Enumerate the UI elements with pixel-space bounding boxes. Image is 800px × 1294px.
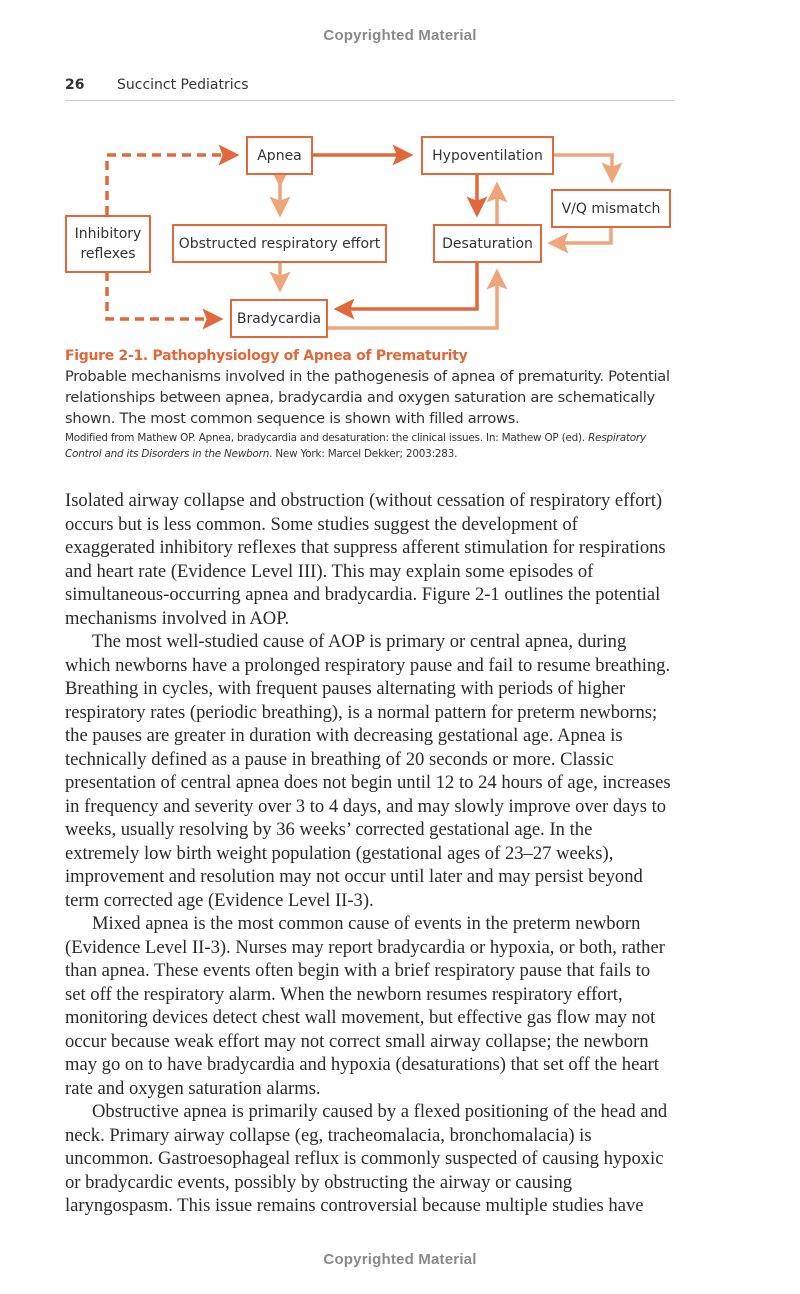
node-vq-mismatch: V/Q mismatch	[551, 189, 671, 228]
page-number: 26	[65, 77, 85, 93]
book-title: Succinct Pediatrics	[117, 77, 249, 93]
node-bradycardia: Bradycardia	[230, 299, 328, 338]
node-desaturation: Desaturation	[433, 224, 542, 263]
source-prefix: Modified from Mathew OP. Apnea, bradycardia and desaturation: the clinical issues. In: Mathew OP (ed).	[65, 432, 589, 444]
body-text	[65, 489, 671, 1218]
paragraph-1: Isolated airway collapse and obstruction (without cessation of respiratory effort) occurs but is less common. Some studies suggest the development of exaggerated inhibitory reflexes that suppress afferent stimulation for respirations and heart rate (Evidence Level III). This may explain some episodes of simultaneous-occurring apnea and bradycardia. Figure 2-1 outlines the potential mechanisms involved in AOP.	[65, 490, 666, 629]
figure-caption	[65, 346, 685, 462]
source-book-title: Respiratory Control and its Disorders in the Newborn	[65, 432, 646, 460]
source-suffix: . New York: Marcel Dekker; 2003:283.	[269, 448, 458, 460]
node-apnea: Apnea	[246, 136, 313, 175]
pathophysiology-diagram	[0, 120, 800, 345]
copyright-watermark-bottom: Copyrighted Material	[323, 1251, 477, 1268]
paragraph-4: Obstructive apnea is primarily caused by a flexed positioning of the head and neck. Primary airway collapse (eg, tracheomalacia, bronchomalacia) is uncommon. Gastroesophageal reflux is commonly suspected of causing hypoxic or bradycardic events, possibly by obstructing the airway or causing laryngospasm. This issue remains controversial because multiple studies have	[65, 1101, 668, 1216]
node-inhibitory-line1: Inhibitory	[74, 226, 142, 242]
paragraph-2: The most well-studied cause of AOP is primary or central apnea, during which newborns have a prolonged respiratory pause and fail to resume breathing. Breathing in cycles, with frequent pauses alternating with periods of higher respiratory rates (periodic breathing), is a normal pattern for preterm newborns; the pauses are greater in duration with decreasing gestational age. Apnea is technically defined as a pause in breathing of 20 seconds or more. Classic presentation of central apnea does not begin until 12 to 24 hours of age, increases in frequency and severity over 3 to 4 days, and may slowly improve over days to weeks, usually resolving by 36 weeks’ corrected gestational age. In the extremely low birth weight population (gestational ages of 23–27 weeks), improvement and resolution may not occur until later and may persist beyond term corrected age (Evidence Level II-3).	[65, 631, 671, 911]
paragraph-3: Mixed apnea is the most common cause of events in the preterm newborn (Evidence Level II-3). Nurses may report bradycardia or hypoxia, or both, rather than apnea. These events often begin with a brief respiratory pause that fails to set off the respiratory alarm. When the newborn resumes respiratory effort, monitoring devices detect chest wall movement, but effective gas flow may not occur because weak effort may not correct small airway collapse; the newborn may go on to have bradycardia and hypoxia (desaturations) that set off the heart rate and oxygen saturation alarms.	[65, 913, 665, 1099]
copyright-watermark-top: Copyrighted Material	[323, 27, 477, 44]
arrow-inhibitory-to-bradycardia	[107, 272, 220, 319]
node-inhibitory-reflexes	[65, 215, 151, 273]
arrow-hypoventilation-to-vq	[554, 155, 612, 180]
node-inhibitory-line2: reflexes	[80, 246, 136, 262]
arrow-vq-to-desaturation	[551, 228, 611, 243]
node-hypoventilation: Hypoventilation	[421, 136, 554, 175]
figure-source	[65, 430, 685, 462]
arrow-inhibitory-to-apnea	[107, 155, 236, 215]
figure-description: Probable mechanisms involved in the pathogenesis of apnea of prematurity. Potential relationships between apnea, bradycardia and oxygen saturation are schematically shown. The most common sequence is shown with filled arrows.	[65, 368, 670, 427]
node-obstructed-respiratory-effort: Obstructed respiratory effort	[172, 224, 387, 263]
arrow-bradycardia-to-desaturation	[328, 272, 497, 328]
figure-title: Figure 2-1. Pathophysiology of Apnea of Prematurity	[65, 348, 468, 364]
running-head	[65, 76, 674, 101]
arrow-desaturation-to-bradycardia	[337, 263, 477, 309]
